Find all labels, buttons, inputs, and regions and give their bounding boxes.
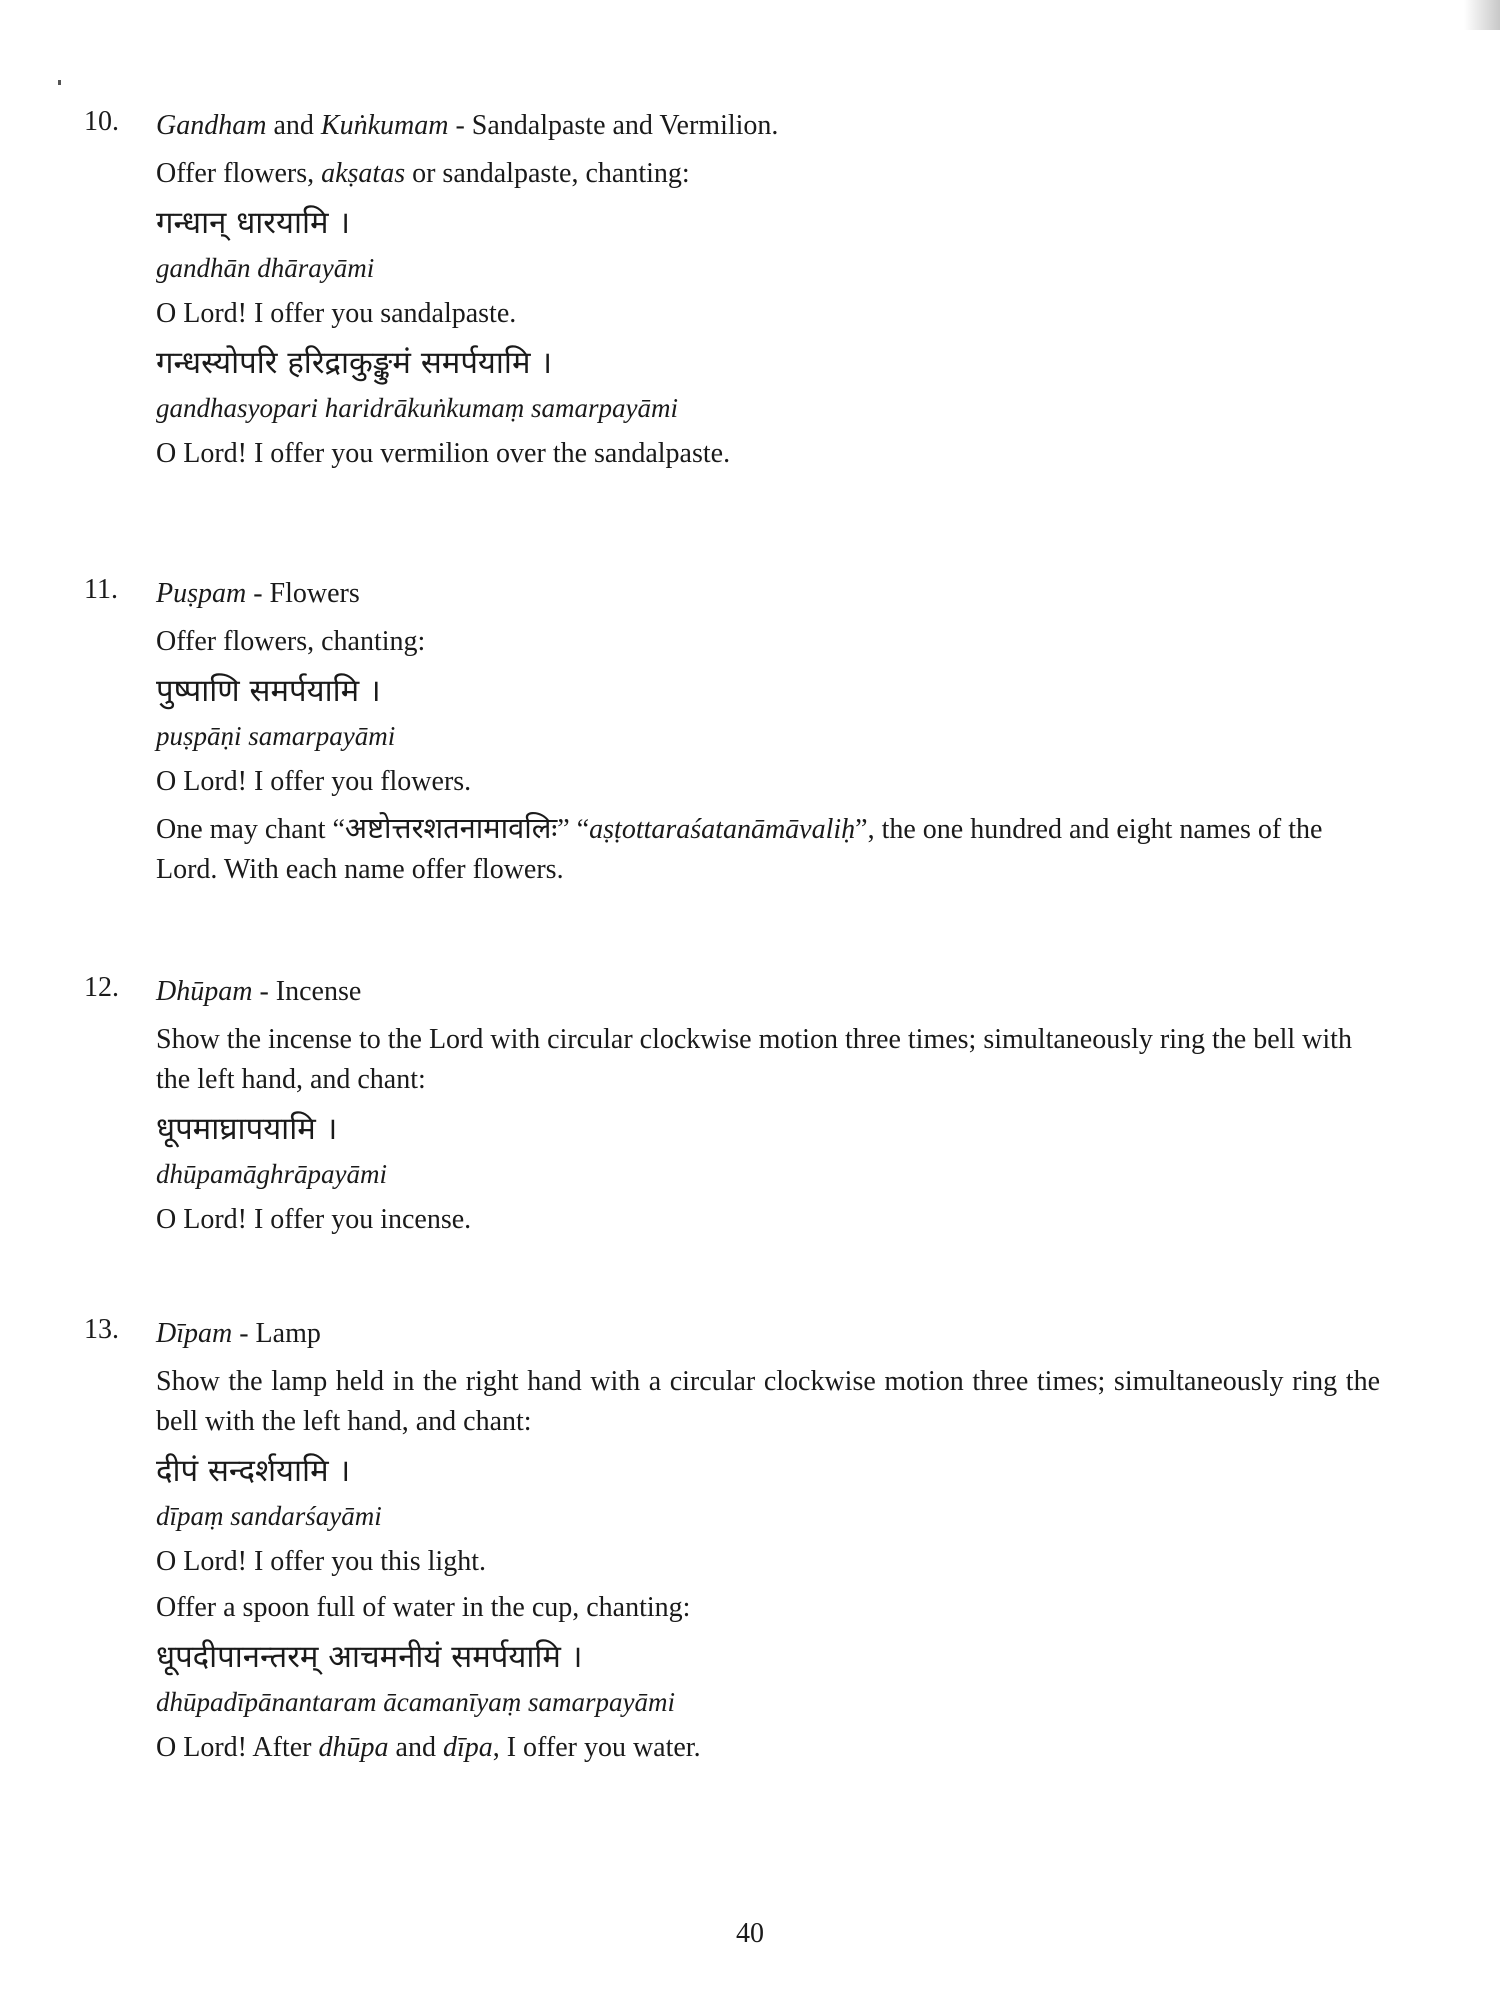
- mantra-meaning: O Lord! I offer you sandalpaste.: [156, 298, 517, 329]
- mantra-transliteration-2: gandhasyopari haridrākuṅkumaṃ samarpayāmi: [156, 393, 678, 423]
- section-heading: Puṣpam - Flowers: [156, 578, 360, 609]
- note-paragraph: One may chant “अष्टोत्तरशतनामावलिः” “aṣṭottaraśatanāmāvaliḥ”, the one hundred and eight names of the Lord. With each name offer flowers.: [156, 811, 1323, 885]
- mantra-transliteration: dhūpamāghrāpayāmi: [156, 1159, 387, 1189]
- mantra-transliteration: dīpaṃ sandarśayāmi: [156, 1501, 382, 1531]
- heading-sanskrit-term: Gandham: [156, 110, 267, 141]
- section-10: [84, 106, 1384, 480]
- section-number: 11.: [84, 574, 118, 605]
- mantra-transliteration-2: dhūpadīpānantaram ācamanīyaṃ samarpayāmi: [156, 1687, 675, 1717]
- heading-sanskrit-term: Dīpam: [156, 1318, 233, 1349]
- section-heading: Dīpam - Lamp: [156, 1318, 321, 1349]
- section-number: 12.: [84, 972, 119, 1003]
- mantra-devanagari: धूपमाघ्रापयामि ।: [156, 1111, 338, 1147]
- mantra-devanagari: पुष्पाणि समर्पयामि ।: [156, 673, 381, 709]
- instruction: Show the incense to the Lord with circular clockwise motion three times; simultaneously ring the bell with the left hand, and chant:: [156, 1024, 1352, 1095]
- heading-sanskrit-term-2: Kuṅkumam: [320, 110, 449, 141]
- page-number: 40: [736, 1918, 764, 1949]
- mantra-meaning-2: O Lord! After dhūpa and dīpa, I offer you water.: [156, 1732, 701, 1763]
- section-number: 10.: [84, 106, 119, 137]
- instruction: Offer flowers, akṣatas or sandalpaste, chanting:: [156, 158, 690, 189]
- section-heading: Dhūpam - Incense: [156, 976, 362, 1007]
- section-13: [84, 1314, 1384, 1774]
- scan-mark: [58, 80, 61, 85]
- section-11: [84, 574, 1384, 896]
- mantra-devanagari-2: धूपदीपानन्तरम् आचमनीयं समर्पयामि ।: [156, 1639, 583, 1675]
- instruction: Show the lamp held in the right hand with a circular clockwise motion three times; simultaneously ring the bell with the left hand, and chant:: [156, 1366, 1380, 1437]
- mantra-meaning-2: O Lord! I offer you vermilion over the sandalpaste.: [156, 438, 731, 469]
- mantra-transliteration: gandhān dhārayāmi: [156, 253, 375, 283]
- section-number: 13.: [84, 1314, 119, 1345]
- instruction-2: Offer a spoon full of water in the cup, chanting:: [156, 1592, 691, 1623]
- heading-sanskrit-term: Dhūpam: [156, 976, 253, 1007]
- mantra-meaning: O Lord! I offer you this light.: [156, 1546, 486, 1577]
- mantra-transliteration: puṣpāṇi samarpayāmi: [156, 721, 396, 751]
- section-12: [84, 972, 1384, 1246]
- instruction: Offer flowers, chanting:: [156, 626, 426, 657]
- mantra-devanagari: दीपं सन्दर्शयामि ।: [156, 1453, 351, 1489]
- mantra-meaning: O Lord! I offer you incense.: [156, 1204, 472, 1235]
- mantra-meaning: O Lord! I offer you flowers.: [156, 766, 472, 797]
- mantra-devanagari: गन्धान् धारयामि ।: [156, 205, 351, 241]
- heading-sanskrit-term: Puṣpam: [156, 578, 247, 609]
- mantra-devanagari-2: गन्धस्योपरि हरिद्राकुङ्कुमं समर्पयामि ।: [156, 345, 553, 381]
- section-heading: Gandham and Kuṅkumam - Sandalpaste and Vermilion.: [156, 110, 779, 141]
- scan-edge-shadow: [1464, 0, 1500, 30]
